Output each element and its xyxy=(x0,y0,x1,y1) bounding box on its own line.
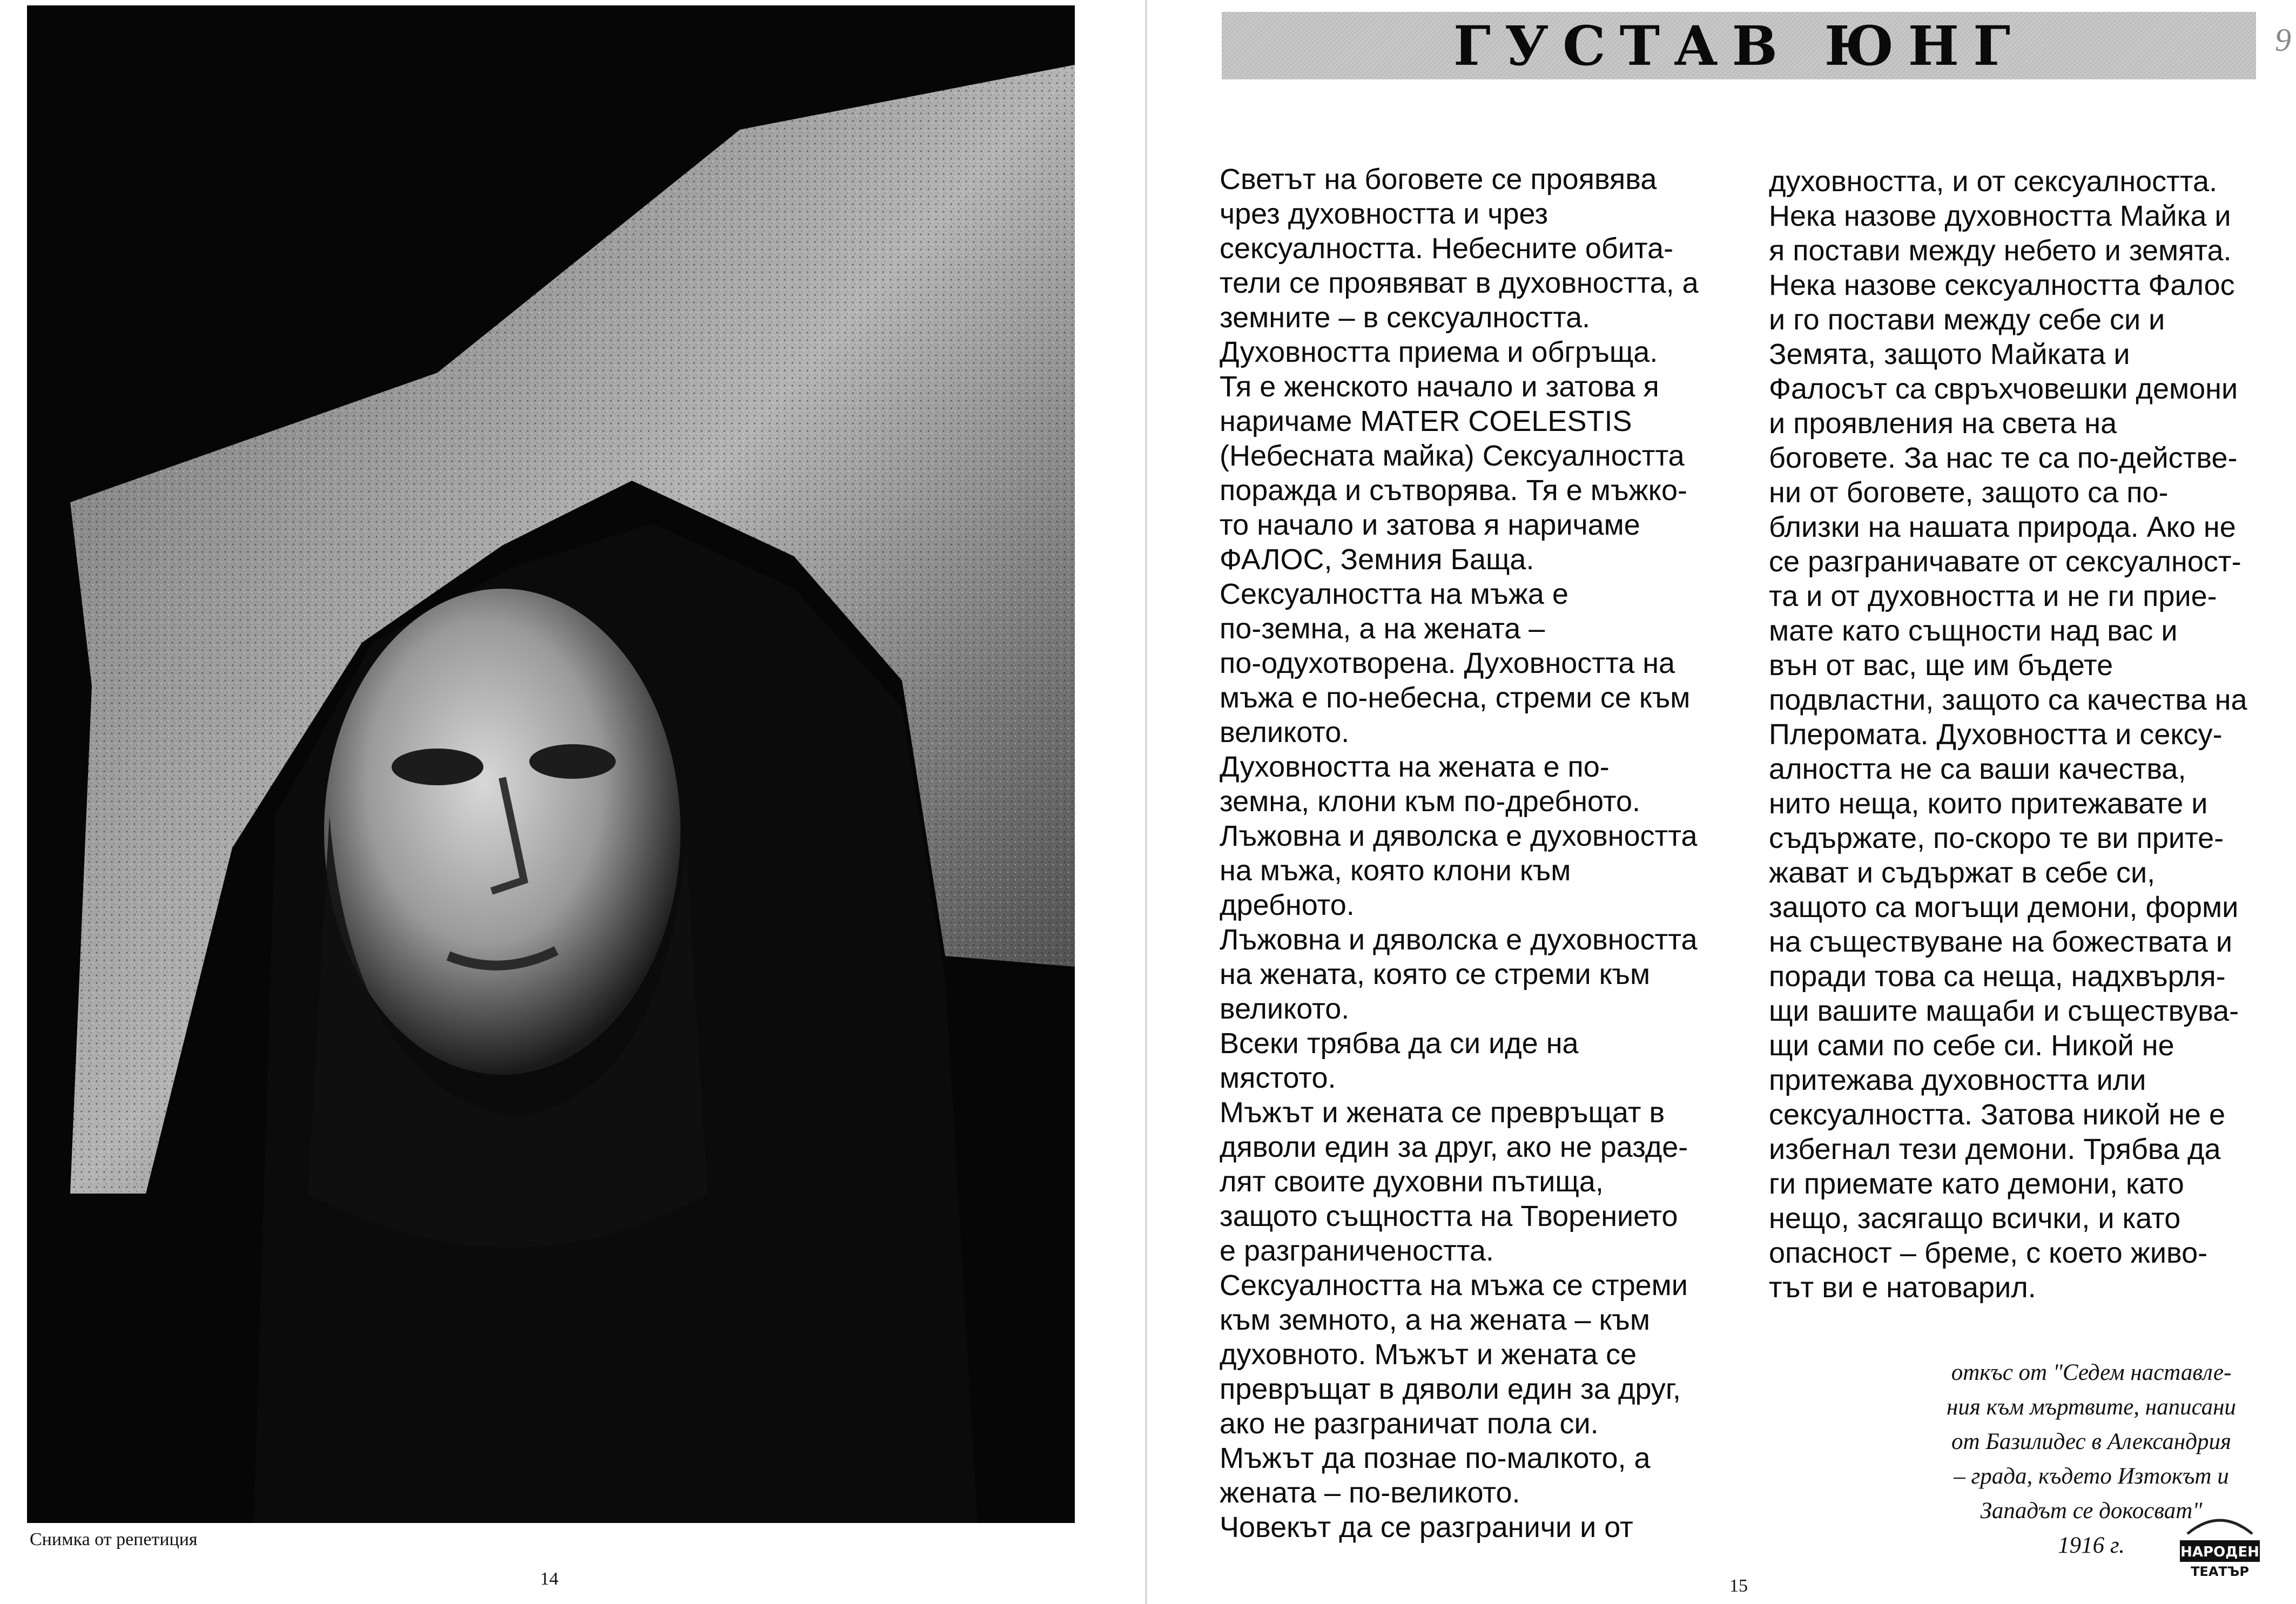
text-line: великото. xyxy=(1220,993,1350,1025)
text-line: по-одухотворена. Духовността на xyxy=(1220,647,1675,679)
rehearsal-photo xyxy=(27,5,1075,1523)
text-line: ако не разграничат пола си. xyxy=(1220,1407,1599,1440)
citation-line: Западът се докосват" xyxy=(1980,1498,2203,1524)
text-line: алността не са ваши качества, xyxy=(1769,753,2186,785)
text-line: по-земна, а на жената – xyxy=(1220,612,1545,645)
text-line: защото същността на Творението xyxy=(1220,1200,1678,1232)
text-line: се разграничавате от сексуалност- xyxy=(1769,545,2241,578)
page-number-left: 14 xyxy=(540,1569,558,1589)
text-line: на жената, която се стреми към xyxy=(1220,958,1651,990)
text-line: близки на нашата природа. Ако не xyxy=(1769,511,2236,543)
text-line: Тя е женското начало и затова я xyxy=(1220,370,1659,403)
text-line: и го постави между себе си и xyxy=(1769,304,2165,336)
citation-line: от Базилидес в Александрия xyxy=(1951,1429,2231,1454)
citation-line: – града, където Изтокът и xyxy=(1954,1464,2229,1489)
text-line: духовното. Мъжът и жената се xyxy=(1220,1338,1637,1371)
logo-line-2: ТЕАТЪР xyxy=(2191,1564,2249,1579)
text-line: Нека назове сексуалността Фалос xyxy=(1769,269,2235,301)
text-line: дяволи един за друг, ако не разде- xyxy=(1220,1131,1688,1163)
text-line: притежава духовността или xyxy=(1769,1064,2146,1096)
text-line: защото са могъщи демони, форми xyxy=(1769,891,2239,924)
text-line: Плеромата. Духовността и сексу- xyxy=(1769,718,2223,751)
text-line: тели се проявяват в духовността, а xyxy=(1220,267,1699,299)
text-line: нито неща, които притежавате и xyxy=(1769,787,2208,820)
text-line: на съществуване на божествата и xyxy=(1769,926,2233,958)
text-line: ФАЛОС, Земния Баща. xyxy=(1220,543,1534,576)
text-line: боговете. За нас те са по-действе- xyxy=(1769,442,2238,474)
text-line: мате като същности над вас и xyxy=(1769,615,2178,647)
text-line: сексуалността. Затова никой не е xyxy=(1769,1098,2225,1131)
text-line: към земното, а на жената – към xyxy=(1220,1304,1651,1336)
text-line: та и от духовността и не ги прие- xyxy=(1769,580,2217,612)
text-line: е разграничеността. xyxy=(1220,1235,1494,1267)
text-line: мястото. xyxy=(1220,1062,1336,1094)
citation-line: 1916 г. xyxy=(2058,1533,2125,1558)
citation-line: ния към мъртвите, написани xyxy=(1947,1394,2236,1420)
text-line: Фалосът са свръхчовешки демони xyxy=(1769,373,2238,405)
citation-line: откъс от "Седем наставле- xyxy=(1951,1360,2232,1385)
text-line: поражда и сътворява. Тя е мъжко- xyxy=(1220,474,1688,507)
text-line: Човекът да се разграничи и от xyxy=(1220,1511,1633,1544)
corner-page-mark: 9 xyxy=(2275,22,2291,58)
text-line: избегнал тези демони. Трябва да xyxy=(1769,1133,2221,1165)
text-column-left xyxy=(1220,162,1727,1545)
text-line: вън от вас, ще им бъдете xyxy=(1769,649,2113,682)
text-line: и проявления на света на xyxy=(1769,407,2117,440)
text-line: мъжа е по-небесна, стреми се към xyxy=(1220,682,1691,714)
text-line: превръщат в дяволи един за друг, xyxy=(1220,1373,1681,1405)
text-line: нещо, засягащо всички, и като xyxy=(1769,1202,2181,1235)
text-line: дребното. xyxy=(1220,889,1355,921)
text-line: Мъжът и жената се превръщат в xyxy=(1220,1096,1665,1129)
text-line: Светът на боговете се проявява xyxy=(1220,163,1657,196)
text-line: щи вашите мащаби и съществува- xyxy=(1769,995,2239,1027)
text-line: наричаме MATER COELESTIS xyxy=(1220,405,1632,437)
text-line: Сексуалността на мъжа се стреми xyxy=(1220,1269,1688,1302)
text-line: съдържате, по-скоро те ви прите- xyxy=(1769,822,2224,854)
text-line: жават и съдържат в себе си, xyxy=(1769,857,2156,889)
text-line: ги приемате като демони, като xyxy=(1769,1168,2184,1200)
text-line: Духовността на жената е по- xyxy=(1220,751,1610,783)
text-line: опасност – бреме, с което живо- xyxy=(1769,1237,2208,1269)
page-title: ГУСТАВ ЮНГ xyxy=(1453,14,2025,78)
text-line: щи сами по себе си. Никой не xyxy=(1769,1029,2174,1062)
portrait-face xyxy=(324,589,681,1075)
text-line: Земята, защото Майката и xyxy=(1769,338,2130,370)
text-line: Всеки трябва да си иде на xyxy=(1220,1027,1579,1060)
text-line: земните – в сексуалността. xyxy=(1220,301,1591,334)
text-line: (Небесната майка) Сексуалността xyxy=(1220,440,1685,472)
text-line: Лъжовна и дяволска е духовността xyxy=(1220,924,1698,956)
text-line: жената – по-великото. xyxy=(1220,1477,1520,1509)
text-line: поради това са неща, надхвърля- xyxy=(1769,960,2226,993)
text-line: я постави между небето и земята. xyxy=(1769,234,2232,267)
text-line: Нека назове духовността Майка и xyxy=(1769,200,2231,232)
text-line: на мъжа, която клони към xyxy=(1220,854,1571,887)
text-line: то начало и затова я наричаме xyxy=(1220,509,1640,541)
title-banner xyxy=(1222,12,2256,79)
text-line: Мъжът да познае по-малкото, а xyxy=(1220,1442,1651,1474)
photo-caption: Снимка от репетиция xyxy=(30,1529,198,1549)
page-fold xyxy=(1145,0,1147,1604)
logo-line-1: НАРОДЕН xyxy=(2180,1544,2259,1560)
text-line: духовността, и от сексуалността. xyxy=(1769,165,2218,198)
text-line: тът ви е натоварил. xyxy=(1769,1271,2036,1304)
text-line: подвластни, защото са качества на xyxy=(1769,684,2247,716)
page-number-right: 15 xyxy=(1729,1576,1748,1596)
text-line: лят своите духовни пътища, xyxy=(1220,1165,1604,1198)
text-line: ни от боговете, защото са по- xyxy=(1769,476,2169,509)
text-line: земна, клони към по-дребното. xyxy=(1220,785,1641,818)
text-line: чрез духовността и чрез xyxy=(1220,198,1548,230)
text-line: великото. xyxy=(1220,716,1350,749)
text-line: Сексуалността на мъжа е xyxy=(1220,578,1568,610)
national-theatre-logo xyxy=(2177,1501,2263,1582)
text-line: Лъжовна и дяволска е духовността xyxy=(1220,820,1698,852)
text-line: сексуалността. Небесните обита- xyxy=(1220,232,1674,265)
text-line: Духовността приема и обгръща. xyxy=(1220,336,1658,368)
text-column-right xyxy=(1769,164,2266,1305)
